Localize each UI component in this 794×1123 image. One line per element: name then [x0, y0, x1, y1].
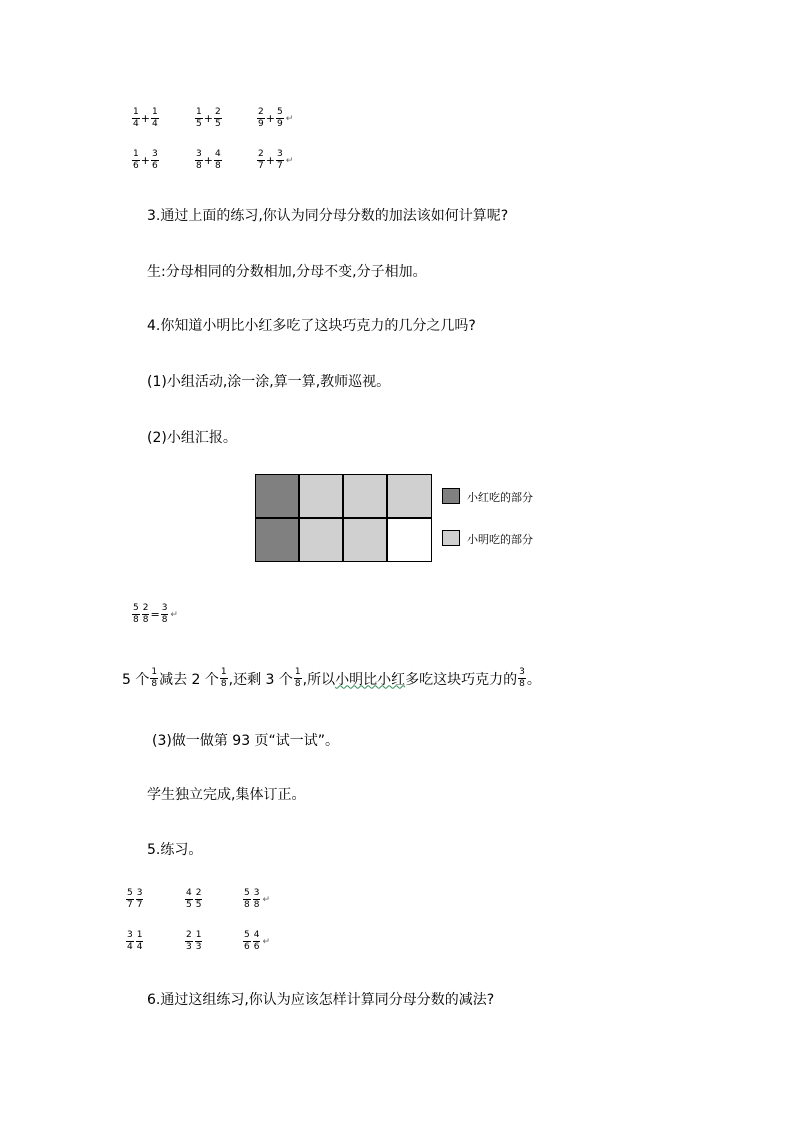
paragraph-4-3: (3)做一做第 93 页“试一试”。 [152, 733, 340, 749]
grammar-underline: 小明比小红 [335, 671, 406, 688]
return-mark-icon: ↵ [285, 113, 294, 124]
sub-expr-2-2 [184, 931, 203, 952]
grid-cell-ming [343, 474, 387, 518]
result-equation: $\frac{5}{8}$ $\frac{2}{8}$ = $\frac{3}{8}$ ↵ [133, 603, 178, 625]
fraction: $\frac{1}{3}$ [195, 930, 202, 952]
fraction: $\frac{2}{7}$ [258, 149, 264, 171]
return-mark-icon: ↵ [170, 609, 178, 620]
fraction: $\frac{1}{4}$ [133, 107, 139, 129]
legend-swatch-red [442, 488, 460, 504]
return-mark-icon: ↵ [262, 936, 271, 947]
fraction: $\frac{2}{8}$ [142, 603, 149, 625]
fraction: $\frac{3}{7}$ [136, 888, 143, 910]
grid-cell-red [255, 474, 299, 518]
fraction: $\frac{5}{7}$ [127, 888, 133, 910]
grid-cell-ming [299, 518, 343, 562]
return-mark-icon: ↵ [262, 894, 271, 905]
legend-swatch-ming [442, 530, 460, 546]
fraction: $\frac{5}{9}$ [276, 107, 283, 129]
paragraph-student-answer: 生:分母相同的分数相加,分母不变,分子相加。 [147, 264, 427, 280]
fraction: $\frac{1}{8}$ [294, 667, 301, 689]
fraction: $\frac{2}{5}$ [195, 888, 202, 910]
fraction: $\frac{4}{5}$ [186, 888, 192, 910]
add-expr-1-2: $\frac{1}{5}$ + $\frac{2}{5}$ [196, 107, 221, 129]
paragraph-4-1: (1)小组活动,涂一涂,算一算,教师巡视。 [147, 374, 391, 390]
explanation-sentence: 5 个 $\frac{1}{8}$ 减去 2 个 $\frac{1}{8}$ ,还剩 3 个 $\frac{1}{8}$ ,所以 小明比小红 多吃这块巧克力的 $\frac{3}{8}$ 。 [122, 667, 541, 689]
fraction: $\frac{3}{7}$ [276, 149, 283, 171]
paragraph-6: 6.通过这组练习,你认为应该怎样计算同分母分数的减法? [147, 992, 495, 1008]
chocolate-grid [255, 474, 432, 562]
fraction: $\frac{1}{5}$ [196, 107, 202, 129]
fraction: $\frac{2}{3}$ [186, 930, 192, 952]
paragraph-5: 5.练习。 [147, 842, 203, 858]
fraction: $\frac{3}{6}$ [151, 149, 158, 171]
sub-expr-1-3 [242, 889, 270, 910]
fraction: $\frac{1}{8}$ [220, 667, 227, 689]
grid-cell-ming [299, 474, 343, 518]
add-expr-1-3: $\frac{2}{9}$ + $\frac{5}{9}$ ↵ [258, 107, 294, 129]
fraction: $\frac{1}{6}$ [133, 149, 139, 171]
fraction: $\frac{4}{8}$ [214, 149, 221, 171]
paragraph-4: 4.你知道小明比小红多吃了这块巧克力的几分之几吗? [147, 318, 476, 334]
fraction: $\frac{3}{4}$ [127, 930, 133, 952]
paragraph-4-2: (2)小组汇报。 [147, 430, 237, 446]
fraction: $\frac{1}{4}$ [136, 930, 143, 952]
fraction: $\frac{4}{6}$ [253, 930, 260, 952]
grid-cell-ming [343, 518, 387, 562]
fraction: $\frac{2}{5}$ [214, 107, 221, 129]
return-mark-icon: ↵ [285, 155, 294, 166]
grid-cell-red [255, 518, 299, 562]
sub-expr-2-1 [125, 931, 144, 952]
fraction: $\frac{2}{9}$ [258, 107, 264, 129]
sub-expr-2-3 [242, 931, 270, 952]
fraction: $\frac{3}{8}$ [196, 149, 202, 171]
paragraph-3: 3.通过上面的练习,你认为同分母分数的加法该如何计算呢? [147, 208, 509, 224]
fraction: $\frac{5}{6}$ [244, 930, 250, 952]
add-expr-2-2: $\frac{3}{8}$ + $\frac{4}{8}$ [196, 149, 221, 171]
add-expr-2-3: $\frac{2}{7}$ + $\frac{3}{7}$ ↵ [258, 149, 294, 171]
fraction: $\frac{1}{4}$ [151, 107, 158, 129]
grid-cell-ming [387, 474, 432, 518]
fraction: $\frac{5}{8}$ [133, 603, 139, 625]
sub-expr-1-2 [184, 889, 203, 910]
add-expr-2-1: $\frac{1}{6}$ + $\frac{3}{6}$ [133, 149, 158, 171]
grid-cell-empty [387, 518, 432, 562]
fraction: $\frac{3}{8}$ [253, 888, 260, 910]
sub-expr-1-1 [125, 889, 144, 910]
paragraph-independent: 学生独立完成,集体订正。 [147, 787, 306, 803]
legend-label-red: 小红吃的部分 [467, 491, 533, 504]
legend-label-ming: 小明吃的部分 [467, 533, 533, 546]
fraction: $\frac{3}{8}$ [161, 603, 168, 625]
fraction: $\frac{3}{8}$ [519, 667, 525, 689]
fraction: $\frac{5}{8}$ [244, 888, 250, 910]
add-expr-1-1: $\frac{1}{4}$ + $\frac{1}{4}$ [133, 107, 158, 129]
fraction: $\frac{1}{8}$ [151, 667, 158, 689]
